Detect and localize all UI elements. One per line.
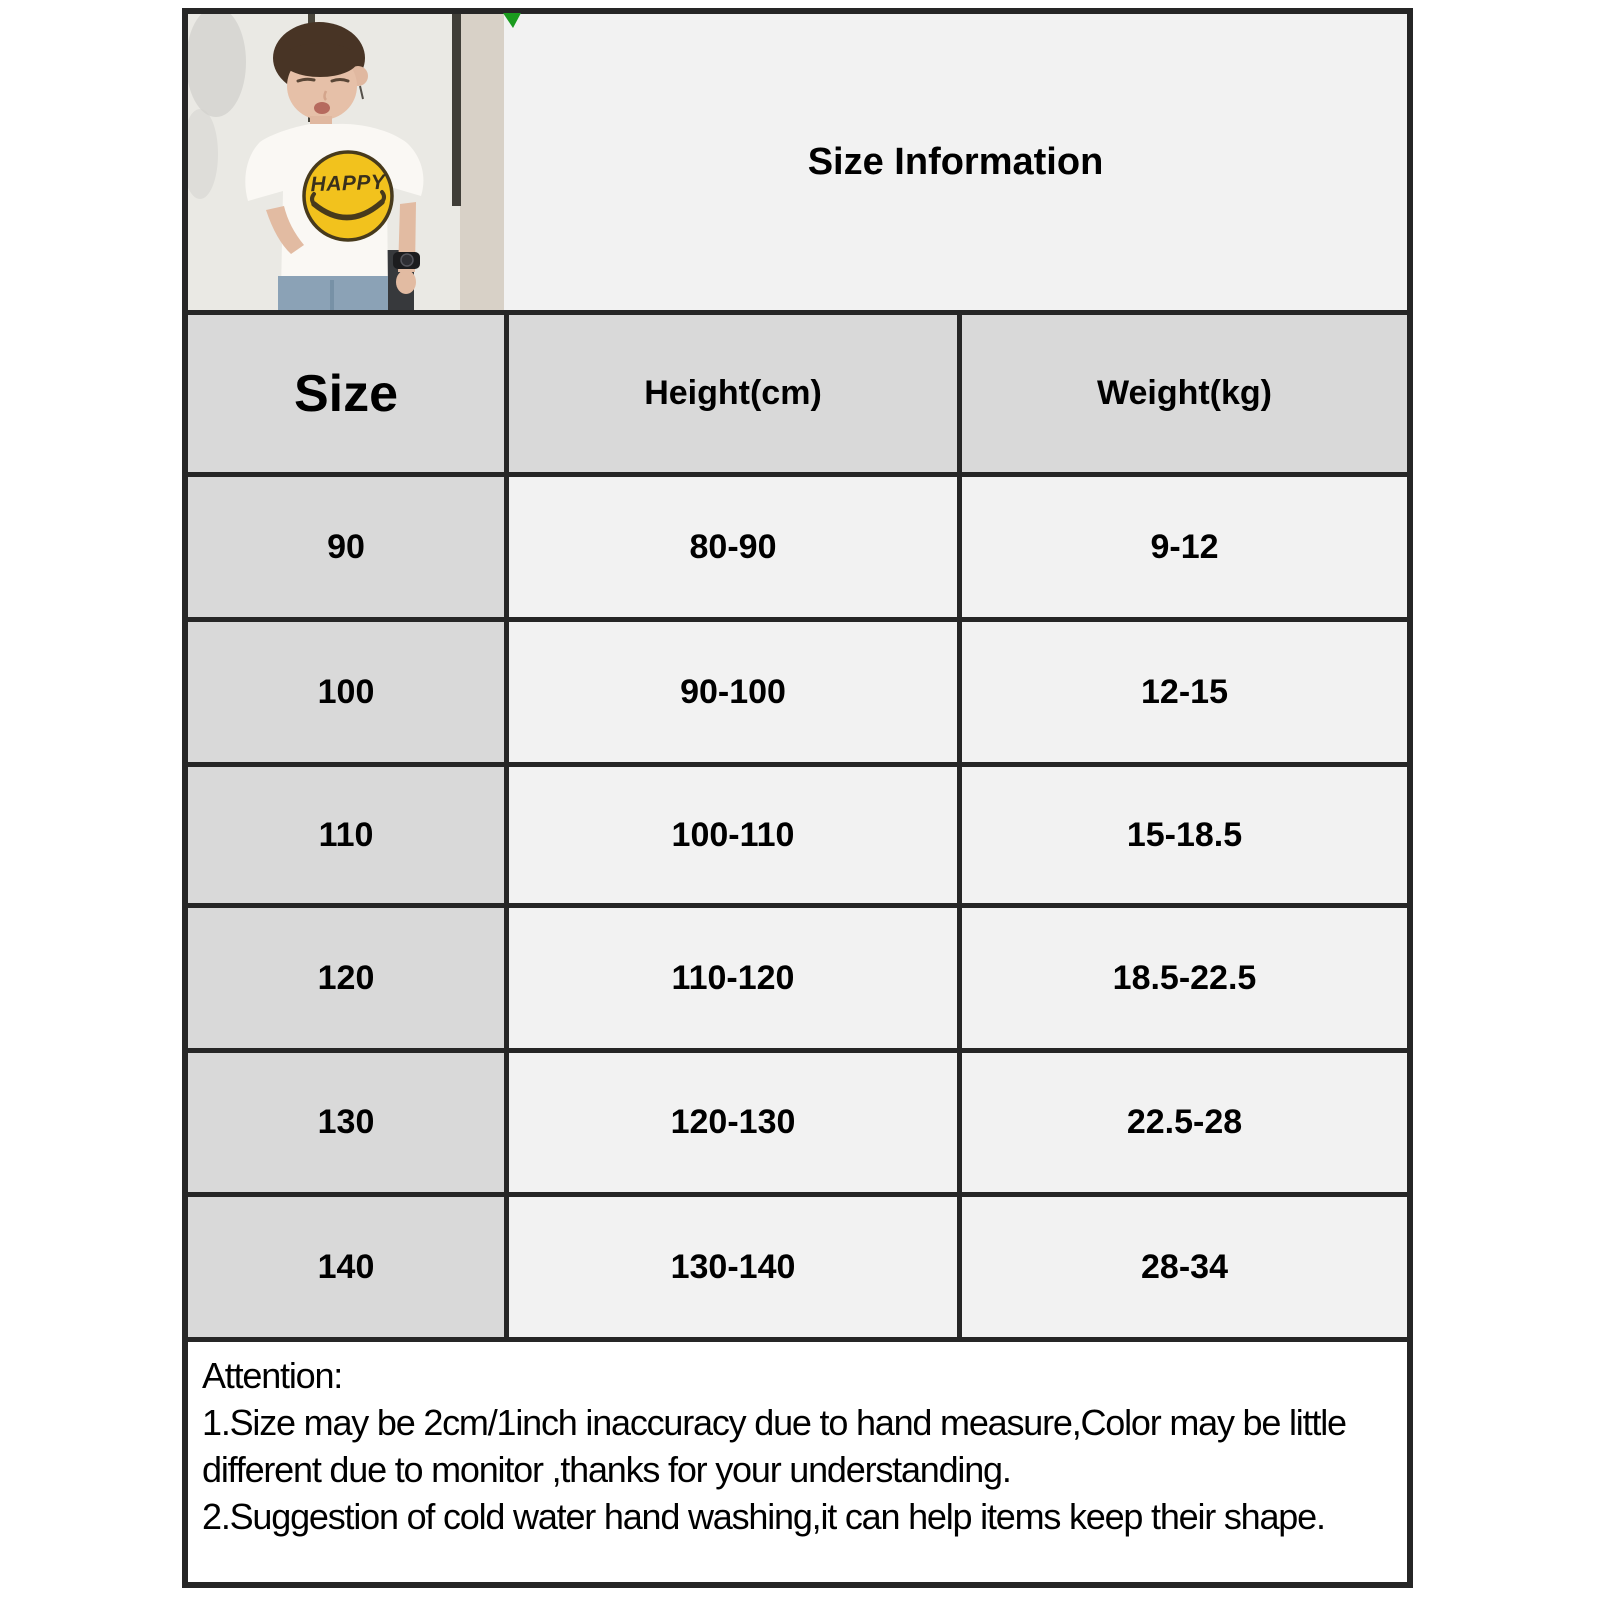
boy-hair-fringe <box>282 43 358 77</box>
size-cell: 130 <box>188 1048 504 1192</box>
watch-face <box>401 254 413 266</box>
boy-nose <box>325 91 327 100</box>
product-photo-cell <box>188 14 504 310</box>
boy-eye <box>298 79 314 81</box>
size-cell: 90 <box>188 472 504 617</box>
height-cell: 90-100 <box>504 617 957 762</box>
attention-note-line: different due to monitor ,thanks for your understanding. <box>202 1449 1011 1490</box>
height-cell: 100-110 <box>504 762 957 903</box>
weight-cell: 18.5-22.5 <box>957 903 1407 1048</box>
boy-hand <box>396 270 416 294</box>
height-cell: 120-130 <box>504 1048 957 1192</box>
size-cell: 120 <box>188 903 504 1048</box>
product-photo <box>188 14 504 310</box>
column-header-size: Size <box>188 310 504 472</box>
column-header-weight: Weight(kg) <box>957 310 1407 472</box>
weight-cell: 28-34 <box>957 1192 1407 1337</box>
photo-wall-right <box>460 14 504 310</box>
size-cell: 100 <box>188 617 504 762</box>
shirt-happy-text: HAPPY <box>310 170 386 197</box>
attention-note-box <box>188 1337 1407 1582</box>
door-frame-line <box>452 14 461 206</box>
size-cell: 110 <box>188 762 504 903</box>
size-cell: 140 <box>188 1192 504 1337</box>
page-title: Size Information <box>807 140 1104 183</box>
green-corner-marker-icon <box>503 13 521 29</box>
column-header-height: Height(cm) <box>504 310 957 472</box>
attention-note-line: 1.Size may be 2cm/1inch inaccuracy due to hand measure,Color may be little <box>202 1402 1346 1443</box>
attention-note-line: 2.Suggestion of cold water hand washing,it can help items keep their shape. <box>202 1496 1325 1537</box>
weight-cell: 15-18.5 <box>957 762 1407 903</box>
weight-cell: 22.5-28 <box>957 1048 1407 1192</box>
boy-lips <box>314 102 330 114</box>
height-cell: 130-140 <box>504 1192 957 1337</box>
weight-cell: 9-12 <box>957 472 1407 617</box>
title-cell <box>504 14 1407 310</box>
weight-cell: 12-15 <box>957 617 1407 762</box>
height-cell: 110-120 <box>504 903 957 1048</box>
size-chart-sheet <box>182 8 1413 1588</box>
boy-eye <box>332 80 348 82</box>
attention-heading: Attention: <box>202 1355 343 1396</box>
height-cell: 80-90 <box>504 472 957 617</box>
